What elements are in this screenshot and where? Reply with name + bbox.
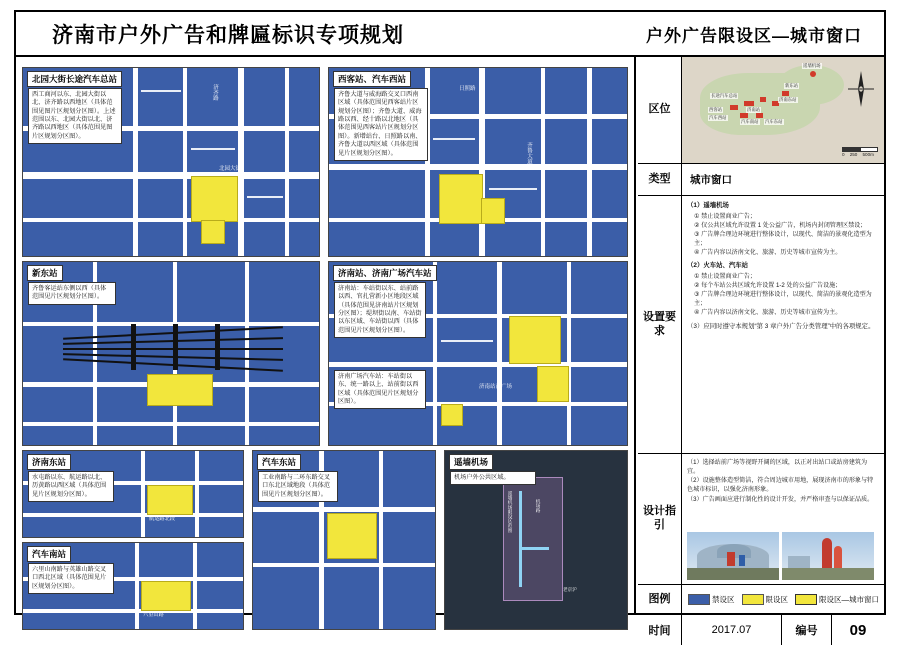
panel-caption: 汽车南站 <box>27 546 71 562</box>
compass-icon <box>844 69 878 109</box>
scale-tick-0: 0 <box>842 152 845 157</box>
req-item: ② 仅公共区域允许设置 1 处公益广告，机场内封闭管理区禁设； <box>694 221 867 229</box>
req-group-head-3: （3）应同时遵守本规划“第 3 章户外广告分类管理”中的各项规定。 <box>687 322 875 330</box>
row-footer <box>638 615 884 645</box>
photo-exhibition-hall <box>687 532 779 580</box>
row-label-requirements: 设置要求 <box>638 196 682 453</box>
locator-map[interactable] <box>682 57 884 163</box>
airport-old-road-label: 老京沪 <box>563 587 577 592</box>
design-guide-body <box>682 454 884 584</box>
panel-note: 齐鲁大道与威海路交叉口西南区域（具体范围见西客站片区规划分区图）；齐鲁大道、威海路以西、经十路以北地区（具体范围见西客站片区规划分区图）。新增站台、日照路以南、齐鲁大道以西区域（具体范围见片区规划分区图）。 <box>334 88 428 161</box>
legend-swatch-city-window <box>795 594 817 605</box>
panel-caption: 新东站 <box>27 265 63 281</box>
panel-jinan-station[interactable] <box>328 261 628 446</box>
req-item: ③ 广告牌合理边环境进行整体设计，以现代、简洁的景观化造型为主； <box>694 230 872 248</box>
panel-jinan-east-station[interactable] <box>22 450 244 538</box>
req-item: ② 每个车站公共区域允许设置 1-2 处的公益广告设施； <box>694 282 842 290</box>
footer-no-value: 09 <box>849 621 867 639</box>
row-legend <box>638 585 884 615</box>
locator-map-canvas <box>682 57 884 163</box>
loc-tag-bus-terminal: 长途汽车总站 <box>711 93 738 98</box>
row-design-guide <box>638 454 884 585</box>
legend-item <box>688 594 735 605</box>
road-label-qilu: 齐鲁大道 <box>526 142 532 164</box>
footer-time-value: 2017.07 <box>682 615 782 645</box>
footer-time-label: 时间 <box>638 615 682 645</box>
legend-label: 限设区—城市窗口 <box>819 595 879 604</box>
legend-label: 限设区 <box>765 595 788 604</box>
page-title: 济南市户外广告和牌匾标识专项规划 <box>52 23 404 47</box>
row-label-design-guide: 设计指引 <box>638 454 682 584</box>
legend-item <box>742 594 789 605</box>
panel-new-east-station[interactable] <box>22 261 320 446</box>
guide-item: （2）设施整体造型简洁，符合周边城市用地，展现济南市的形象与特色城市标识，以强化济南形象。 <box>687 477 874 494</box>
loc-tag-west-station: 西客站 <box>709 107 723 112</box>
panel-caption: 济南东站 <box>27 454 71 470</box>
req-item: ④ 广告内容以济南文化、旅游、历史等城市宣传为主。 <box>694 309 842 317</box>
panel-note: 六里山南路与英雄山路交叉口西北区域（具体范围见片区规划分区图）。 <box>28 563 114 594</box>
panel-note: 水屯路以东、航运路以北、历黄路以西区域（具体范围见片区规划分区图）。 <box>28 471 114 502</box>
legend-swatch-restricted <box>742 594 764 605</box>
page-subtitle: 户外广告限设区—城市窗口 <box>646 26 862 45</box>
panel-caption: 西客站、汽车西站 <box>333 71 411 87</box>
scale-tick-2: 500m <box>862 152 874 157</box>
panel-beiyuan-bus-terminal[interactable] <box>22 67 320 257</box>
panel-yaoqiang-airport[interactable] <box>444 450 628 630</box>
panel-note-secondary: 济南广场汽车站：车站街以东、统一路以上、站前街以西区域（具体范围见片区规划分区图）。 <box>334 370 426 409</box>
road-label-beiyuan: 北园大街 <box>219 166 242 172</box>
type-value: 城市窗口 <box>690 174 732 186</box>
photo-sculpture <box>782 532 874 580</box>
footer-no-label: 编号 <box>782 615 832 645</box>
road-label-rizhao: 日照路 <box>459 86 476 92</box>
scale-tick-1: 250 <box>849 152 858 157</box>
row-label-legend: 图例 <box>638 585 682 614</box>
legend-item <box>795 594 879 605</box>
req-item: ③ 广告牌合理边环境进行整体设计，以现代、简洁的景观化造型为主； <box>694 291 872 308</box>
panel-note: 工业南路与二环东路交叉口东北区域地段（具体范围见片区规划分区图）。 <box>258 471 338 502</box>
row-requirements <box>638 196 884 454</box>
scale-bar <box>842 147 878 157</box>
panel-caption: 汽车东站 <box>257 454 301 470</box>
loc-tag-west-bus: 汽车西站 <box>709 115 727 120</box>
req-item: ④ 广告内容以济南文化、旅游、历史等城市宣传为主。 <box>694 249 842 257</box>
guide-item: （3）广告画面应进行制化性的设计开发，并严格审查与以保证品质。 <box>687 495 874 503</box>
panel-caption: 济南站、济南广场汽车站 <box>333 265 437 281</box>
row-label-location: 区位 <box>638 57 682 163</box>
legend-label: 禁设区 <box>712 595 735 604</box>
info-column <box>638 57 884 639</box>
panel-note: 齐鲁客运站东侧以西（具体范围见片区规划分区图）。 <box>28 282 116 305</box>
panel-south-bus-station[interactable] <box>22 542 244 630</box>
loc-tag-airport: 遥墙机场 <box>803 63 821 68</box>
map-label-liulishan: 六里山路 <box>143 612 164 618</box>
map-panels-area <box>16 57 636 618</box>
req-item: ① 禁止设置商业广告； <box>694 272 756 280</box>
loc-tag-jinan-station: 济南站 <box>747 107 761 112</box>
airport-zone-label: 遥墙机场限设区范围 <box>508 491 513 533</box>
loc-tag-east-bus: 汽车东站 <box>765 119 783 124</box>
road-label-jiqi: 济齐路 <box>212 84 218 101</box>
airport-road-label: 机场路 <box>536 499 541 513</box>
loc-tag-south-bus: 汽车南站 <box>741 119 759 124</box>
req-item: ① 禁止设置商业广告； <box>694 212 756 220</box>
legend-body <box>682 585 884 614</box>
legend-swatch-forbidden <box>688 594 710 605</box>
map-label-hangyun: 航运路北段 <box>149 516 175 522</box>
loc-tag-jinan-east: 济南东站 <box>779 97 797 102</box>
panel-west-railway-station[interactable] <box>328 67 628 257</box>
panel-caption: 北园大街长途汽车总站 <box>27 71 122 87</box>
row-label-type: 类型 <box>638 164 682 195</box>
requirements-body <box>682 196 884 453</box>
loc-tag-new-east: 新东站 <box>785 83 799 88</box>
row-location <box>638 57 884 164</box>
panel-caption: 遥墙机场 <box>449 454 493 470</box>
panel-note: 济南站：车站街以东、站前路以西、官扎营新小区地段区域（具体范围见济南站片区规划分区图）；堤坝街以南、车站街以东区域、车站街以西（具体范围见片区规划分区图）。 <box>334 282 426 338</box>
guide-item: （1）选择站前广场等视野开阔的区域，以正对出站口或站房建筑为宜。 <box>687 459 868 476</box>
panel-note: 西工商河以东、北园大街以北、济齐路以西地区（具体范围见图片区规划分区图）。上述范围以东、北园大街以北、济齐路以西地区（具体范围见图片区规划分区图）。 <box>28 88 122 144</box>
panel-east-bus-station[interactable] <box>252 450 436 630</box>
title-bar <box>16 12 884 57</box>
panel-note: 机场户外公共区域。 <box>450 471 536 485</box>
map-label-south-square: 济南站南广场 <box>479 384 513 390</box>
req-group-head-1: （1）遥墙机场 <box>687 202 729 209</box>
row-type <box>638 164 884 196</box>
req-group-head-2: （2）火车站、汽车站 <box>687 262 749 270</box>
